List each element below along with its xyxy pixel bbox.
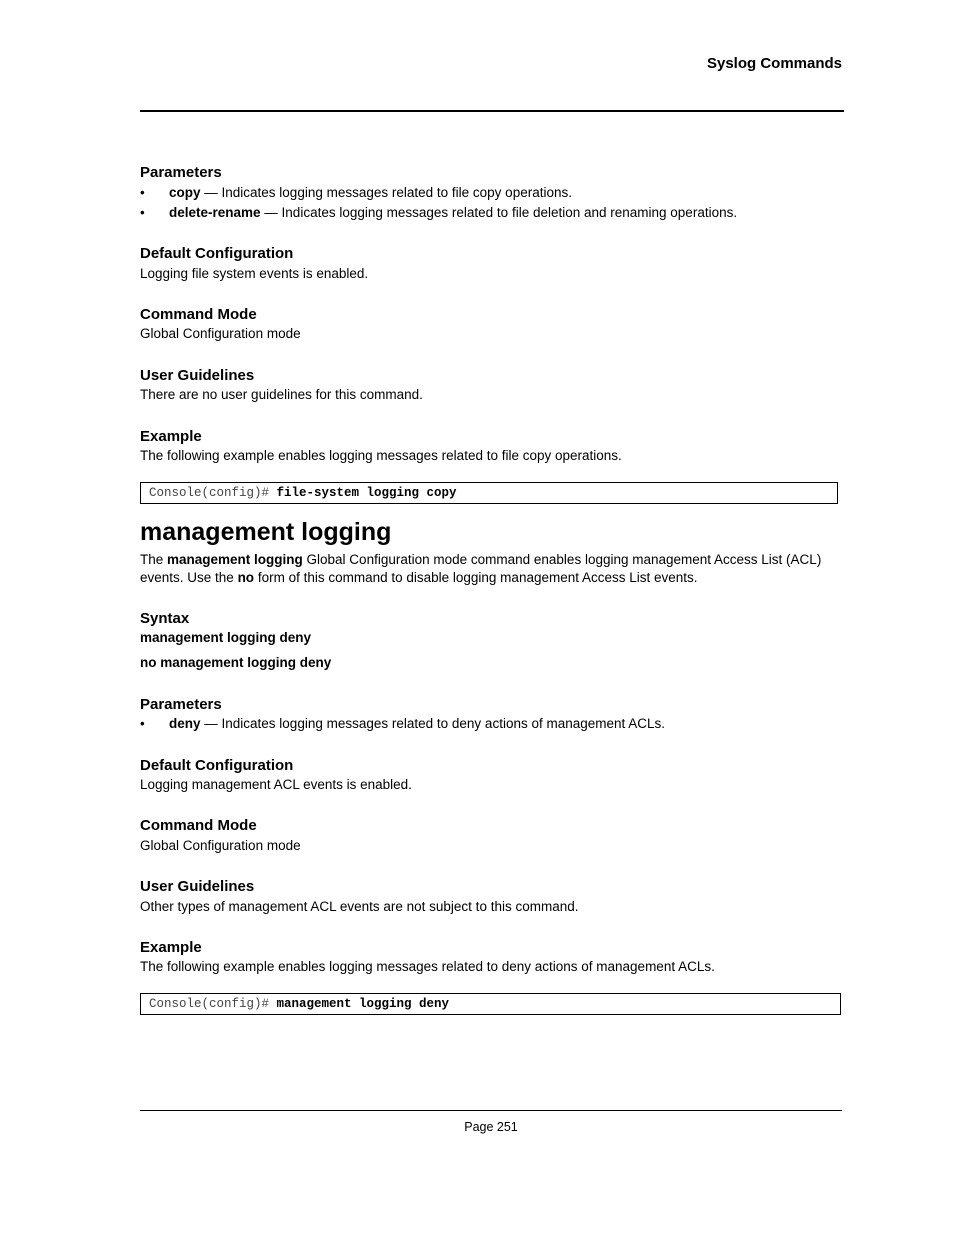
param-term: deny	[169, 716, 201, 731]
command-mode-text: Global Configuration mode	[140, 326, 301, 341]
command-mode-heading: Command Mode	[140, 817, 257, 834]
bullet-icon: •	[140, 185, 145, 200]
param-desc: — Indicates logging messages related to deny actions of management ACLs.	[200, 716, 666, 731]
footer-rule	[140, 1110, 842, 1111]
user-guidelines-text: There are no user guidelines for this command.	[140, 387, 423, 402]
bullet-icon: •	[140, 716, 145, 731]
syntax-line: management logging deny	[140, 630, 312, 645]
example-heading: Example	[140, 939, 202, 956]
parameters-heading: Parameters	[140, 164, 222, 181]
page-number: Page 251	[464, 1120, 518, 1134]
list-item	[140, 716, 665, 731]
intro-text: form of this command to disable logging management Access List events.	[254, 570, 698, 585]
header-rule	[140, 110, 844, 112]
console-prompt: Console(config)#	[149, 997, 277, 1011]
parameters-heading: Parameters	[140, 696, 222, 713]
default-config-heading: Default Configuration	[140, 245, 294, 262]
command-title: management logging	[140, 518, 392, 546]
user-guidelines-heading: User Guidelines	[140, 878, 255, 895]
command-mode-heading: Command Mode	[140, 306, 257, 323]
list-item	[140, 205, 737, 220]
param-desc: — Indicates logging messages related to file copy operations.	[200, 185, 572, 200]
default-config-text: Logging file system events is enabled.	[140, 266, 369, 281]
user-guidelines-text: Other types of management ACL events are not subject to this command.	[140, 899, 579, 914]
console-prompt: Console(config)#	[149, 486, 277, 500]
syntax-heading: Syntax	[140, 610, 190, 627]
command-description	[140, 551, 830, 587]
intro-bold: no	[237, 570, 255, 585]
code-example	[140, 993, 841, 1015]
intro-text: The	[140, 552, 168, 567]
default-config-heading: Default Configuration	[140, 757, 294, 774]
command-mode-text: Global Configuration mode	[140, 838, 301, 853]
intro-bold: management logging	[167, 552, 303, 567]
param-term: copy	[169, 185, 201, 200]
intro-text: Global Configuration mode command enables logging management Access List (ACL) events. Use the	[140, 552, 822, 585]
param-desc: — Indicates logging messages related to file deletion and renaming operations.	[260, 205, 738, 220]
example-text: The following example enables logging messages related to deny actions of management ACLs.	[140, 959, 715, 974]
running-header: Syslog Commands	[706, 55, 842, 72]
console-command: management logging deny	[276, 997, 450, 1011]
code-example	[140, 482, 838, 504]
default-config-text: Logging management ACL events is enabled.	[140, 777, 412, 792]
list-item	[140, 185, 572, 200]
user-guidelines-heading: User Guidelines	[140, 367, 255, 384]
console-command: file-system logging copy	[276, 486, 457, 500]
bullet-icon: •	[140, 205, 145, 220]
example-text: The following example enables logging messages related to file copy operations.	[140, 448, 622, 463]
param-term: delete-rename	[169, 205, 261, 220]
example-heading: Example	[140, 428, 202, 445]
syntax-line: no management logging deny	[140, 655, 332, 670]
